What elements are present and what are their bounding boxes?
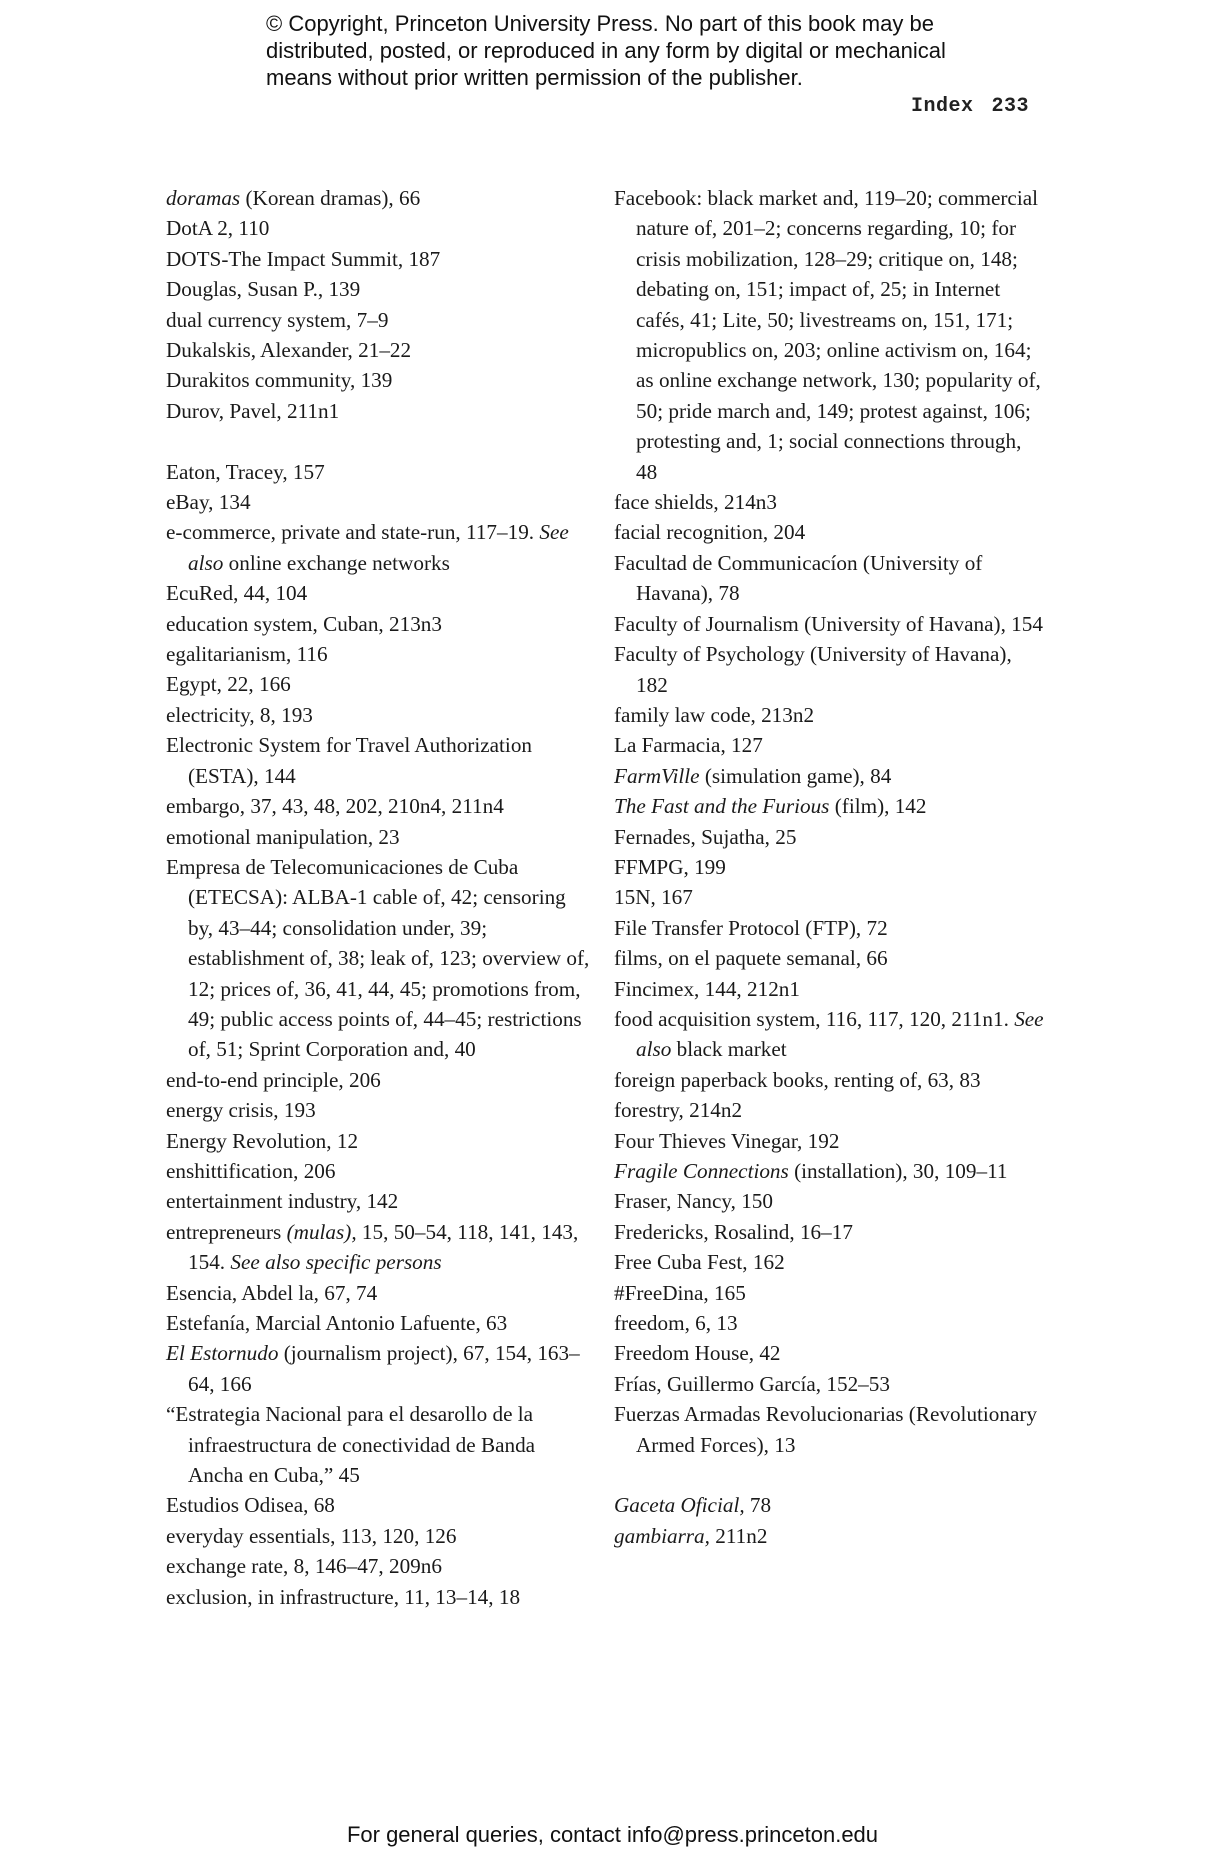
- index-entry: FarmVille (simulation game), 84: [614, 763, 892, 788]
- index-entry: Fredericks, Rosalind, 16–17: [614, 1219, 853, 1244]
- index-entry: Estudios Odisea, 68: [166, 1493, 335, 1518]
- copyright-line: means without prior written permission of the publisher.: [266, 65, 803, 90]
- index-entry: Durov, Pavel, 211n1: [166, 398, 340, 423]
- index-entry: embargo, 37, 43, 48, 202, 210n4, 211n4: [166, 794, 504, 819]
- index-entry: Fragile Connections (installation), 30, 109–11: [614, 1159, 1008, 1183]
- index-entry: education system, Cuban, 213n3: [166, 611, 442, 636]
- index-entry: Faculty of Journalism (University of Havana), 154: [614, 611, 1043, 636]
- index-entry: forestry, 214n2: [614, 1098, 743, 1123]
- index-entry: DOTS-The Impact Summit, 187: [166, 246, 441, 271]
- index-entry: Fincimex, 144, 212n1: [614, 976, 800, 1001]
- index-entry: emotional manipulation, 23: [166, 824, 400, 849]
- index-entry: dual currency system, 7–9: [166, 307, 389, 332]
- index-entry: DotA 2, 110: [166, 216, 270, 241]
- index-entry: Facebook: black market and, 119–20; commercial nature of, 201–2; concerns regarding, 10; for crisis mobilization, 128–29; critique on, 148; debating on, 151; impact of, 25; in Internet cafés, 41; Lite, 50; livestreams on, 151, 171; micropublics on, 203; online activism on, 164; as online exchange network, 130; popularity of, 50; pride march and, 149; protest against, 106; protesting and, 1; social connections through, 48: [614, 186, 1041, 484]
- index-entry: Estefanía, Marcial Antonio Lafuente, 63: [166, 1311, 508, 1336]
- index-entry: Free Cuba Fest, 162: [614, 1250, 785, 1275]
- index-entry: Esencia, Abdel la, 67, 74: [166, 1280, 378, 1305]
- index-entry: El Estornudo (journalism project), 67, 154, 163–64, 166: [166, 1341, 580, 1396]
- index-entry: Faculty of Psychology (University of Havana), 182: [614, 642, 1012, 697]
- copyright-line: © Copyright, Princeton University Press. No part of this book may be: [266, 11, 934, 36]
- index-entry: facial recognition, 204: [614, 520, 806, 545]
- index-entry: Egypt, 22, 166: [166, 672, 291, 697]
- index-entry: films, on el paquete semanal, 66: [614, 946, 888, 971]
- index-entry: Energy Revolution, 12: [166, 1128, 359, 1153]
- index-entry: File Transfer Protocol (FTP), 72: [614, 915, 888, 940]
- index-entry: Empresa de Telecomunicaciones de Cuba (ETECSA): ALBA-1 cable of, 42; censoring by, 43–44; consolidation under, 39; establishment of, 38; leak of, 123; overview of, 12; prices of, 36, 41, 44, 45; promotions from, 49; public access points of, 44–45; restrictions of, 51; Sprint Corporation and, 40: [166, 854, 590, 1062]
- index-entry: Fraser, Nancy, 150: [614, 1189, 773, 1214]
- index-entry: food acquisition system, 116, 117, 120, 211n1. See also black market: [614, 1006, 1044, 1062]
- index-entry: Freedom House, 42: [614, 1341, 781, 1366]
- running-head-label: Index: [910, 95, 974, 118]
- letter-gap: [614, 1460, 1046, 1490]
- index-entry: 15N, 167: [614, 885, 693, 910]
- index-entry: Fuerzas Armadas Revolucionarias (Revolutionary Armed Forces), 13: [614, 1402, 1038, 1457]
- index-entry: Four Thieves Vinegar, 192: [614, 1128, 840, 1153]
- index-entry: entrepreneurs (mulas), 15, 50–54, 118, 141, 143, 154. See also specific persons: [166, 1219, 579, 1275]
- index-entry: Durakitos community, 139: [166, 368, 393, 393]
- index-entry: The Fast and the Furious (film), 142: [614, 794, 927, 819]
- index-entry: enshittification, 206: [166, 1158, 336, 1183]
- running-head: [911, 95, 1029, 118]
- index-entry: egalitarianism, 116: [166, 642, 328, 667]
- footer-contact: For general queries, contact info@press.princeton.edu: [346, 1822, 879, 1847]
- index-entry: #FreeDina, 165: [614, 1280, 746, 1305]
- index-entry: Dukalskis, Alexander, 21–22: [166, 338, 412, 363]
- index-column-right: [614, 183, 1046, 1551]
- index-entry: Eaton, Tracey, 157: [166, 459, 325, 484]
- index-entry: EcuRed, 44, 104: [166, 581, 308, 606]
- index-entry: Electronic System for Travel Authorization (ESTA), 144: [166, 733, 533, 788]
- copyright-line: distributed, posted, or reproduced in any form by digital or mechanical: [266, 38, 946, 63]
- index-column-left: [166, 183, 594, 1612]
- index-entry: “Estrategia Nacional para el desarollo de la infraestructura de conectividad de Banda Ancha en Cuba,” 45: [166, 1402, 536, 1488]
- index-entry: electricity, 8, 193: [166, 702, 313, 727]
- index-entry: Douglas, Susan P., 139: [166, 277, 361, 302]
- index-entry: foreign paperback books, renting of, 63, 83: [614, 1067, 981, 1092]
- index-entry: energy crisis, 193: [166, 1098, 316, 1123]
- index-entry: Facultad de Communicacíon (University of Havana), 78: [614, 550, 983, 606]
- index-entry: Frías, Guillermo García, 152–53: [614, 1371, 890, 1396]
- index-entry: freedom, 6, 13: [614, 1311, 738, 1336]
- index-entry: gambiarra, 211n2: [614, 1523, 768, 1548]
- index-entry: doramas (Korean dramas), 66: [166, 186, 421, 210]
- page-number: 233: [991, 95, 1029, 118]
- index-entry: FFMPG, 199: [614, 854, 726, 879]
- index-entry: Fernades, Sujatha, 25: [614, 824, 797, 849]
- index-entry: everyday essentials, 113, 120, 126: [166, 1523, 457, 1548]
- index-entry: Gaceta Oficial, 78: [614, 1493, 772, 1518]
- index-entry: eBay, 134: [166, 490, 251, 515]
- index-entry: La Farmacia, 127: [614, 733, 763, 758]
- index-entry: entertainment industry, 142: [166, 1189, 399, 1214]
- index-entry: end-to-end principle, 206: [166, 1067, 381, 1092]
- letter-gap: [166, 426, 594, 456]
- copyright-notice: [266, 10, 1026, 91]
- index-entry: e-commerce, private and state-run, 117–19. See also online exchange networks: [166, 520, 569, 575]
- index-entry: family law code, 213n2: [614, 702, 815, 727]
- index-entry: exclusion, in infrastructure, 11, 13–14, 18: [166, 1584, 521, 1609]
- index-entry: face shields, 214n3: [614, 490, 777, 515]
- index-entry: exchange rate, 8, 146–47, 209n6: [166, 1554, 442, 1579]
